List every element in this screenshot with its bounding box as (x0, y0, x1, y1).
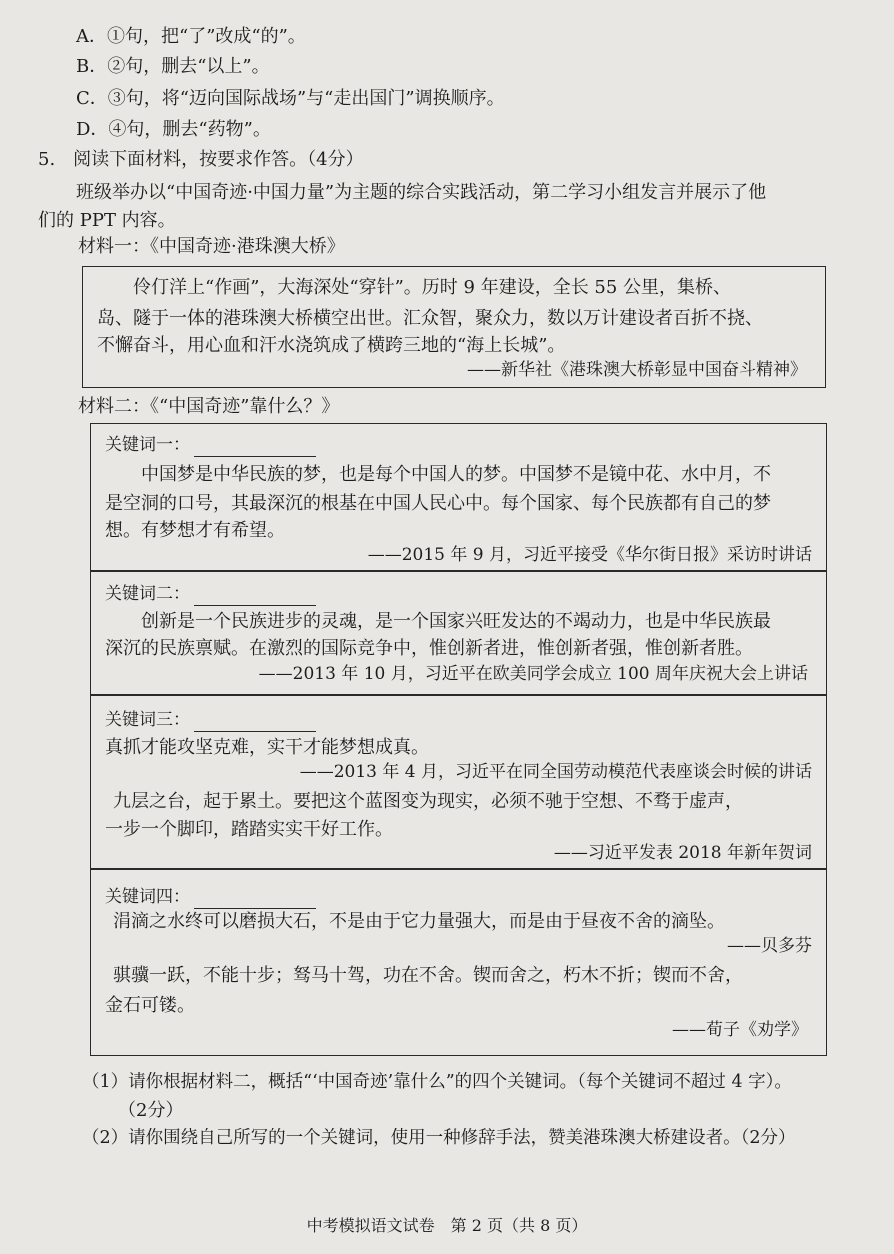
keyword4-source-1: ——贝多芬 (727, 936, 812, 956)
option-a: A．①句，把“了”改成“的”。 (76, 26, 306, 47)
keyword1-line-2: 是空洞的口号，其最深沉的根基在中国人民心中。每个国家、每个民族都有自己的梦 (105, 493, 771, 514)
keyword4-source-2: ——荀子《劝学》 (672, 1020, 808, 1040)
keyword4-label-text: 关键词四： (105, 887, 190, 907)
material1-line-2: 岛、隧于一体的港珠澳大桥横空出世。汇众智，聚众力，数以万计建设者百折不挠、 (97, 308, 763, 329)
keyword2-source: ——2013 年 10 月，习近平在欧美同学会成立 100 周年庆祝大会上讲话 (258, 664, 808, 684)
q5-intro-2: 们的 PPT 内容。 (38, 210, 176, 231)
material1-line-1: 伶仃洋上“作画”，大海深处“穿针”。历时 9 年建设，全长 55 公里，集桥、 (133, 277, 732, 298)
q5-title: 5. 阅读下面材料，按要求作答。（4分） (38, 149, 364, 170)
keyword1-source: ——2015 年 9 月，习近平接受《华尔街日报》采访时讲话 (367, 545, 812, 565)
keyword4-line-2: 骐骥一跃，不能十步；驽马十驾，功在不舍。锲而舍之，朽木不折；锲而不舍， (113, 965, 743, 986)
q5-sub-1-score: （2分） (118, 1100, 184, 1121)
option-b: B．②句，删去“以上”。 (76, 56, 270, 77)
keyword2-line-1: 创新是一个民族进步的灵魂，是一个国家兴旺发达的不竭动力，也是中华民族最 (141, 611, 771, 632)
keyword3-line-2: 九层之台，起于累土。要把这个蓝图变为现实，必须不驰于空想、不骛于虚声， (113, 791, 743, 812)
keyword2-panel (90, 570, 827, 696)
keyword3-source-1: ——2013 年 4 月，习近平在同全国劳动模范代表座谈会时候的讲话 (299, 762, 812, 782)
keyword3-source-2: ——习近平发表 2018 年新年贺词 (553, 843, 812, 863)
keyword4-line-1: 涓滴之水终可以磨损大石，不是由于它力量强大，而是由于昼夜不舍的滴坠。 (113, 911, 725, 932)
option-d: D．④句，删去“药物”。 (76, 119, 271, 140)
keyword1-panel (90, 423, 827, 572)
page-footer: 中考模拟语文试卷 第 2 页（共 8 页） (306, 1216, 588, 1235)
keyword3-blank[interactable] (194, 713, 316, 732)
keyword1-line-3: 想。有梦想才有希望。 (105, 520, 285, 541)
material1-line-3: 不懈奋斗，用心血和汗水浇筑成了横跨三地的“海上长城”。 (97, 335, 566, 356)
q5-intro-1: 班级举办以“中国奇迹·中国力量”为主题的综合实践活动，第二学习小组发言并展示了他 (76, 182, 767, 203)
material1-box (82, 266, 826, 388)
q5-sub-2: （2）请你围绕自己所写的一个关键词，使用一种修辞手法，赞美港珠澳大桥建设者。（2分） (82, 1128, 796, 1148)
keyword3-label (105, 708, 316, 732)
keyword4-panel (90, 868, 827, 1056)
keyword3-label-text: 关键词三： (105, 710, 190, 730)
keyword1-line-1: 中国梦是中华民族的梦，也是每个中国人的梦。中国梦不是镜中花、水中月，不 (141, 464, 771, 485)
keyword3-line-1: 真抓才能攻坚克难，实干才能梦想成真。 (105, 737, 429, 758)
material2-title: 材料二：《“中国奇迹”靠什么？》 (78, 396, 340, 417)
option-c: C．③句，将“迈向国际战场”与“走出国门”调换顺序。 (76, 88, 505, 109)
keyword2-blank[interactable] (194, 587, 316, 606)
keyword4-label (105, 885, 316, 909)
keyword1-blank[interactable] (194, 438, 316, 457)
keyword1-label-text: 关键词一： (105, 435, 190, 455)
keyword2-label-text: 关键词二： (105, 584, 190, 604)
keyword4-line-3: 金石可镂。 (105, 995, 195, 1016)
keyword3-panel (90, 694, 827, 870)
material1-source: ——新华社《港珠澳大桥彰显中国奋斗精神》 (467, 360, 807, 380)
keyword1-label (105, 433, 316, 457)
keyword3-line-3: 一步一个脚印，踏踏实实干好工作。 (105, 819, 393, 840)
q5-sub-1: （1）请你根据材料二，概括“‘中国奇迹’靠什么”的四个关键词。（每个关键词不超过 4 字）。 (82, 1072, 792, 1092)
keyword2-label (105, 582, 316, 606)
keyword2-line-2: 深沉的民族禀赋。在激烈的国际竞争中，惟创新者进，惟创新者强，惟创新者胜。 (105, 638, 753, 659)
material1-title: 材料一：《中国奇迹·港珠澳大桥》 (78, 236, 345, 257)
